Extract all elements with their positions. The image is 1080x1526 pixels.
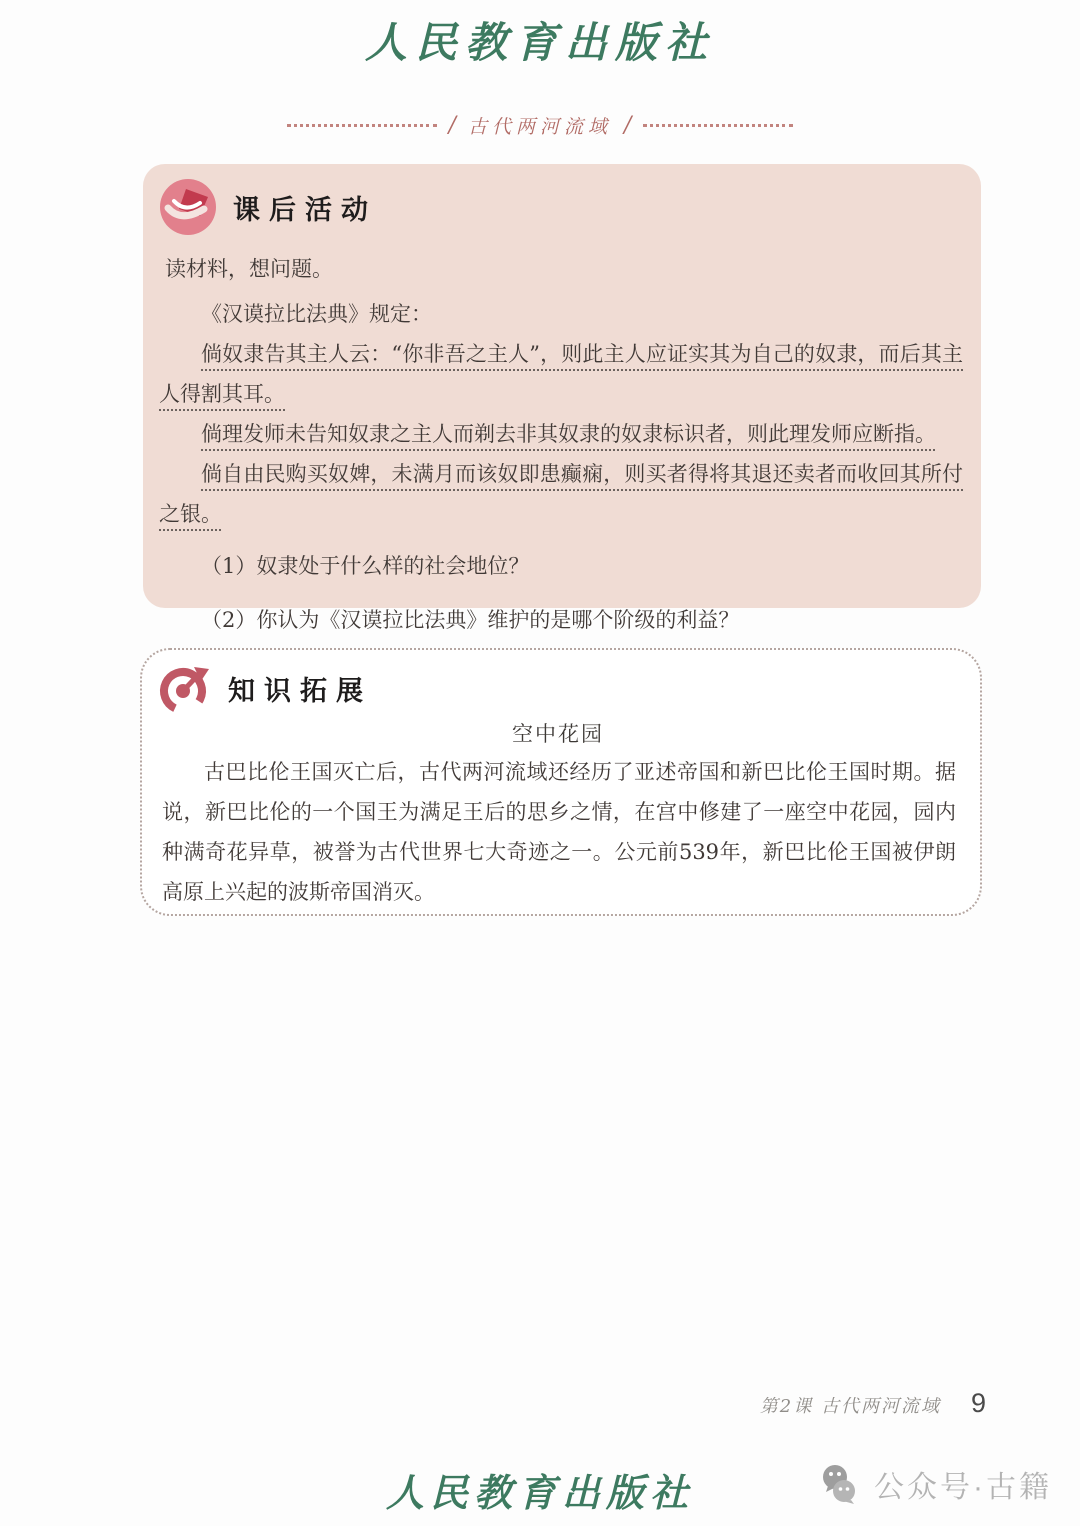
after-class-activity-box [143,164,981,632]
law-quote-1: 倘奴隶告其主人云：“你非吾之主人”，则此主人应证实其为自己的奴隶，而后其主人得割其耳。 [159,342,963,406]
wechat-watermark [818,1462,1052,1506]
lesson-reference: 第2课 古代两河流域 [759,1396,941,1417]
activity-question-1: （1）奴隶处于什么样的社会地位？ [201,554,530,578]
law-source-line: 《汉谟拉比法典》规定： [201,302,432,326]
slash-right: / [624,113,632,138]
knowledge-body: 古巴比伦王国灭亡后，古代两河流域还经历了亚述帝国和新巴比伦王国时期。据说，新巴比伦的一个国王为满足王后的思乡之情，在宫中修建了一座空中花园，园内种满奇花异草，被誉为古代世界七大奇迹之一。公元前539年，新巴比伦王国被伊朗高原上兴起的波斯帝国消灭。 [162,760,956,904]
watermark-label: 公众号·古籍 [874,1471,1052,1504]
activity-intro: 读材料，想问题。 [165,257,333,281]
publisher-logo-top: 人民教育出版社 [364,18,715,67]
compass-arrow-icon [156,660,212,716]
law-quote-3: 倘自由民购买奴婢，未满月而该奴即患癫痫，则买者得将其退还卖者而收回其所付之银。 [159,462,963,526]
page-footer [760,1388,986,1419]
chapter-header [0,112,1080,139]
chapter-label: 古代两河流域 [467,116,612,138]
dotted-rule-left [287,124,437,127]
law-quote-2: 倘理发师未告知奴隶之主人而剃去非其奴隶的奴隶标识者，则此理发师应断指。 [201,422,936,446]
activity-question-2: （2）你认为《汉谟拉比法典》维护的是哪个阶级的利益？ [201,608,740,632]
publisher-logo-bottom: 人民教育出版社 [385,1470,694,1515]
page-number: 9 [970,1388,986,1418]
knowledge-title: 知识拓展 [228,675,372,706]
knowledge-subtitle: 空中花园 [512,722,604,746]
wechat-icon [818,1464,864,1504]
slash-left: / [448,113,456,138]
knowledge-expansion-box [140,648,982,916]
activity-title: 课后活动 [233,194,377,225]
book-check-icon [159,178,217,236]
knowledge-box-header [156,660,960,716]
dotted-rule-right [643,124,793,127]
activity-box-header [159,178,963,236]
